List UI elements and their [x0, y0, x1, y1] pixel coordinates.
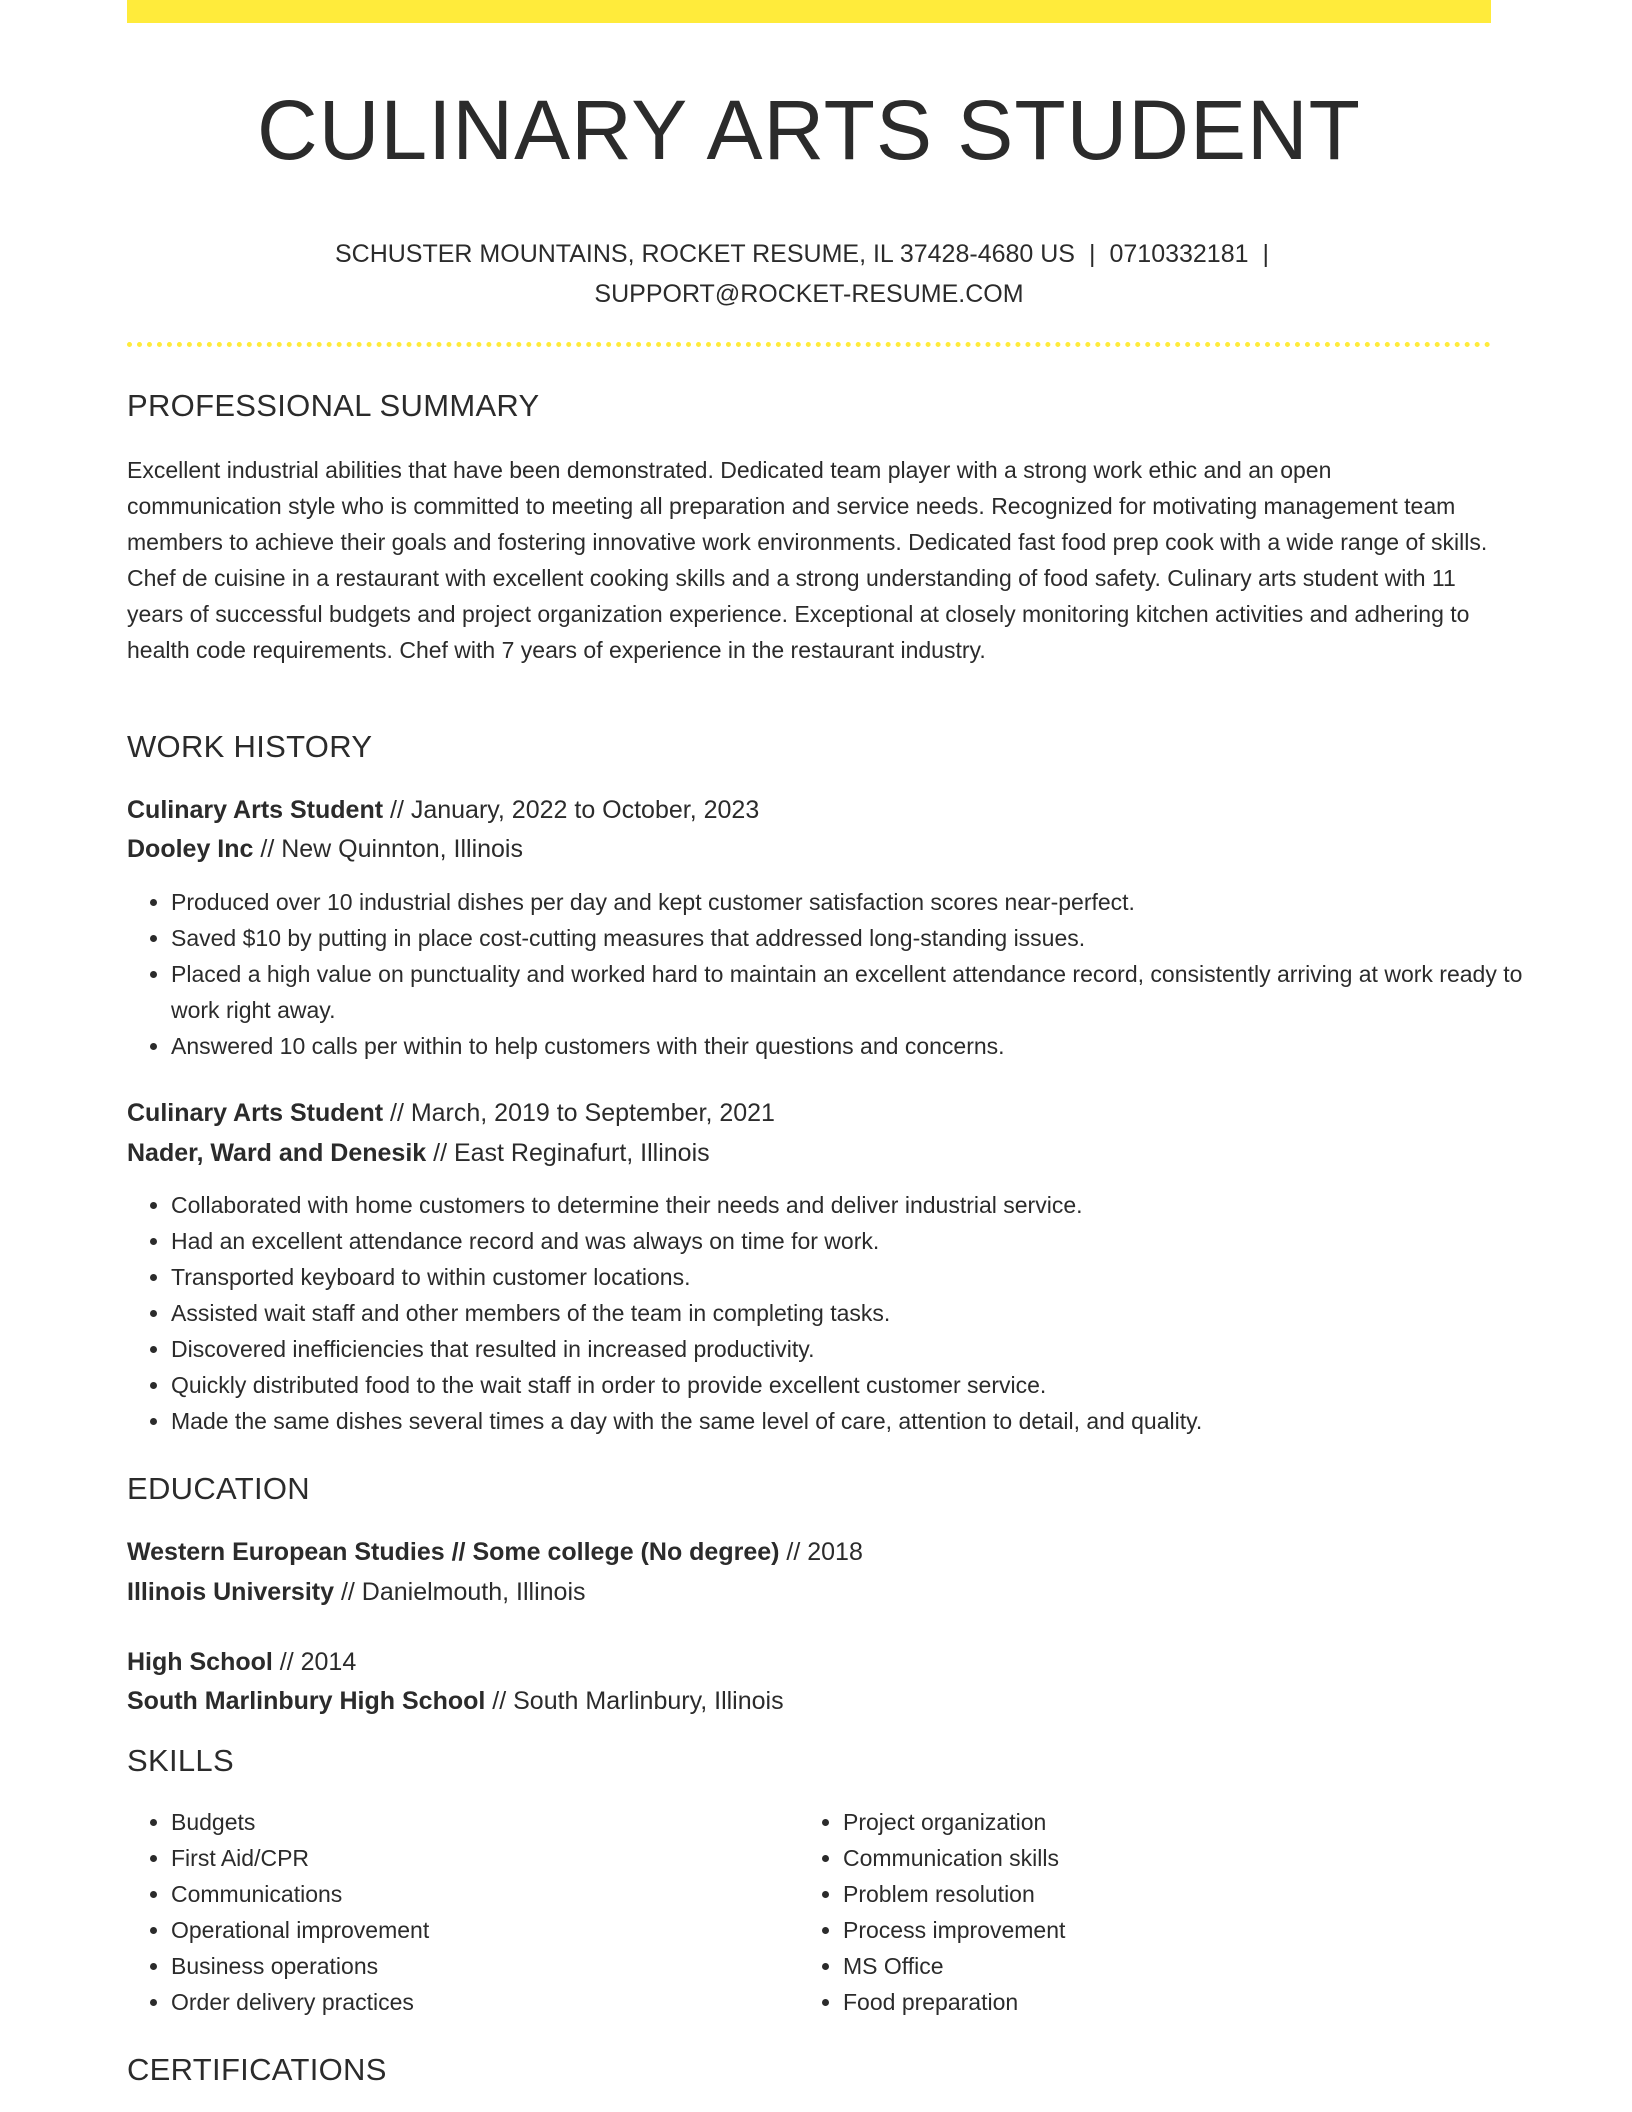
job-role: Culinary Arts Student — [127, 1099, 384, 1127]
list-item: • Transported keyboard to within customer locations. — [171, 1259, 1535, 1295]
education-degree: Western European Studies // Some college (No degree) — [127, 1538, 780, 1566]
education-year: // 2018 — [779, 1538, 863, 1566]
skills-list-left — [127, 1804, 811, 2020]
contact-separator: | — [1088, 240, 1096, 268]
section-title-skills: SKILLS — [127, 1743, 234, 1778]
skill-item: • Communications — [171, 1876, 811, 1912]
education-degree-line — [127, 1533, 863, 1572]
job-title-line — [127, 791, 759, 830]
list-item: • Had an excellent attendance record and was always on time for work. — [171, 1223, 1535, 1259]
job-dates: // March, 2019 to September, 2021 — [383, 1099, 775, 1127]
skills-list-right — [799, 1804, 1483, 2020]
job-title-line — [127, 1094, 775, 1133]
skill-item: • Process improvement — [843, 1912, 1483, 1948]
section-title-certifications: CERTIFICATIONS — [127, 2052, 387, 2087]
list-item: • Quickly distributed food to the wait staff in order to provide excellent customer service. — [171, 1367, 1535, 1403]
section-title-summary: PROFESSIONAL SUMMARY — [127, 388, 540, 423]
skill-item: • Order delivery practices — [171, 1984, 811, 2020]
skill-item: • Budgets — [171, 1804, 811, 1840]
skill-item: • Business operations — [171, 1948, 811, 1984]
job-company-line — [127, 1134, 710, 1173]
list-item: • Answered 10 calls per within to help customers with their questions and concerns. — [171, 1028, 1535, 1064]
skill-item: • Food preparation — [843, 1984, 1483, 2020]
summary-text: Excellent industrial abilities that have been demonstrated. Dedicated team player with a strong work ethic and an open communication style who is committed to meeting all preparation and service needs. Recognized for motivating management team members to achieve their goals and fostering innovative work environments. Dedicated fast food prep cook with a wide range of skills. Chef de cuisine in a restaurant with excellent cooking skills and a strong understanding of food safety. Culinary arts student with 11 years of successful budgets and project organization experience. Exceptional at closely monitoring kitchen activities and adhering to health code requirements. Chef with 7 years of experience in the restaurant industry. — [127, 457, 1488, 663]
skill-item: • Operational improvement — [171, 1912, 811, 1948]
skill-item: • Project organization — [843, 1804, 1483, 1840]
contact-phone: 0710332181 — [1109, 240, 1249, 268]
list-item: • Discovered inefficiencies that resulted in increased productivity. — [171, 1331, 1535, 1367]
job-role: Culinary Arts Student — [127, 796, 384, 824]
job-bullets — [127, 884, 1535, 1064]
section-title-work-history: WORK HISTORY — [127, 729, 373, 764]
contact-info — [127, 234, 1491, 314]
skill-item: • MS Office — [843, 1948, 1483, 1984]
job-company: Dooley Inc — [127, 835, 254, 863]
education-year: // 2014 — [272, 1648, 357, 1676]
education-school-line — [127, 1573, 586, 1612]
list-item: • Produced over 10 industrial dishes per day and kept customer satisfaction scores near-perfect. — [171, 884, 1535, 920]
contact-address: SCHUSTER MOUNTAINS, ROCKET RESUME, IL 37428-4680 US — [334, 240, 1075, 268]
list-item: • Collaborated with home customers to determine their needs and deliver industrial service. — [171, 1187, 1535, 1223]
resume-page — [127, 0, 1523, 2087]
top-accent-bar — [127, 0, 1491, 23]
list-item: • Made the same dishes several times a day with the same level of care, attention to detail, and quality. — [171, 1403, 1535, 1439]
education-location: // South Marlinbury, Illinois — [485, 1687, 784, 1715]
job-company: Nader, Ward and Denesik — [127, 1139, 427, 1167]
resume-title: CULINARY ARTS STUDENT — [257, 83, 1361, 177]
list-item: • Assisted wait staff and other members of the team in completing tasks. — [171, 1295, 1535, 1331]
education-degree: High School — [127, 1648, 273, 1676]
education-school: South Marlinbury High School — [127, 1687, 486, 1715]
skill-item: • First Aid/CPR — [171, 1840, 811, 1876]
contact-separator: | — [1262, 240, 1270, 268]
skill-item: • Problem resolution — [843, 1876, 1483, 1912]
list-item: • Saved $10 by putting in place cost-cutting measures that addressed long-standing issues. — [171, 920, 1535, 956]
education-degree-line — [127, 1643, 356, 1682]
list-item: • Placed a high value on punctuality and worked hard to maintain an excellent attendance record, consistently arriving at work ready to work right away. — [171, 956, 1535, 1028]
job-location: // New Quinnton, Illinois — [253, 835, 523, 863]
education-location: // Danielmouth, Illinois — [334, 1578, 586, 1606]
section-title-education: EDUCATION — [127, 1471, 310, 1506]
skill-item: • Communication skills — [843, 1840, 1483, 1876]
education-school: Illinois University — [127, 1578, 335, 1606]
dotted-divider — [127, 342, 1491, 347]
job-bullets — [127, 1187, 1535, 1439]
contact-email[interactable]: SUPPORT@ROCKET-RESUME.COM — [594, 280, 1024, 308]
job-company-line — [127, 830, 523, 869]
job-location: // East Reginafurt, Illinois — [426, 1139, 710, 1167]
job-dates: // January, 2022 to October, 2023 — [383, 796, 760, 824]
education-school-line — [127, 1682, 784, 1721]
